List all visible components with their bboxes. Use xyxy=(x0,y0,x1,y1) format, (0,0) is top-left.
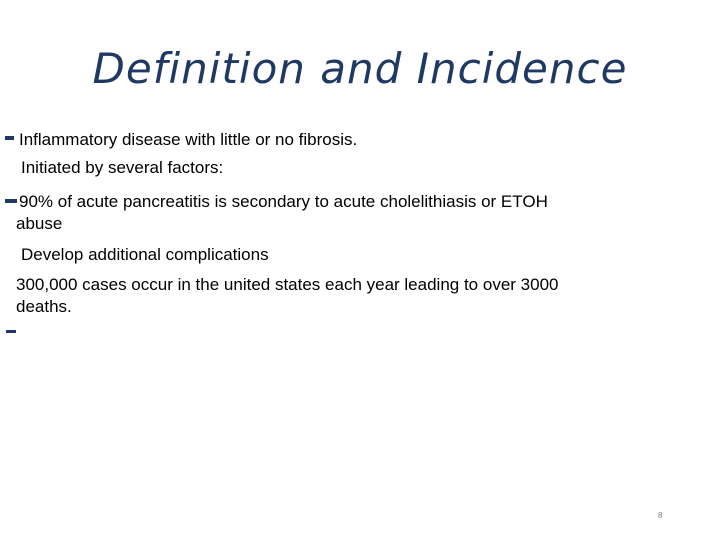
bullet-marker xyxy=(5,136,14,140)
body-line: Inflammatory disease with little or no fibrosis. xyxy=(19,130,358,149)
body-line: 300,000 cases occur in the united states each year leading to over 3000 xyxy=(16,275,559,294)
bullet-marker xyxy=(6,330,16,333)
body-line: Initiated by several factors: xyxy=(21,158,224,177)
body-line: deaths. xyxy=(16,297,72,316)
slide-title: Definition and Incidence xyxy=(92,44,628,93)
bullet-marker xyxy=(5,199,17,203)
body-line: 90% of acute pancreatitis is secondary to acute cholelithiasis or ETOH xyxy=(19,192,548,211)
slide-number: 8 xyxy=(658,511,663,520)
body-line: abuse xyxy=(16,214,63,233)
body-line: Develop additional complications xyxy=(21,245,269,264)
